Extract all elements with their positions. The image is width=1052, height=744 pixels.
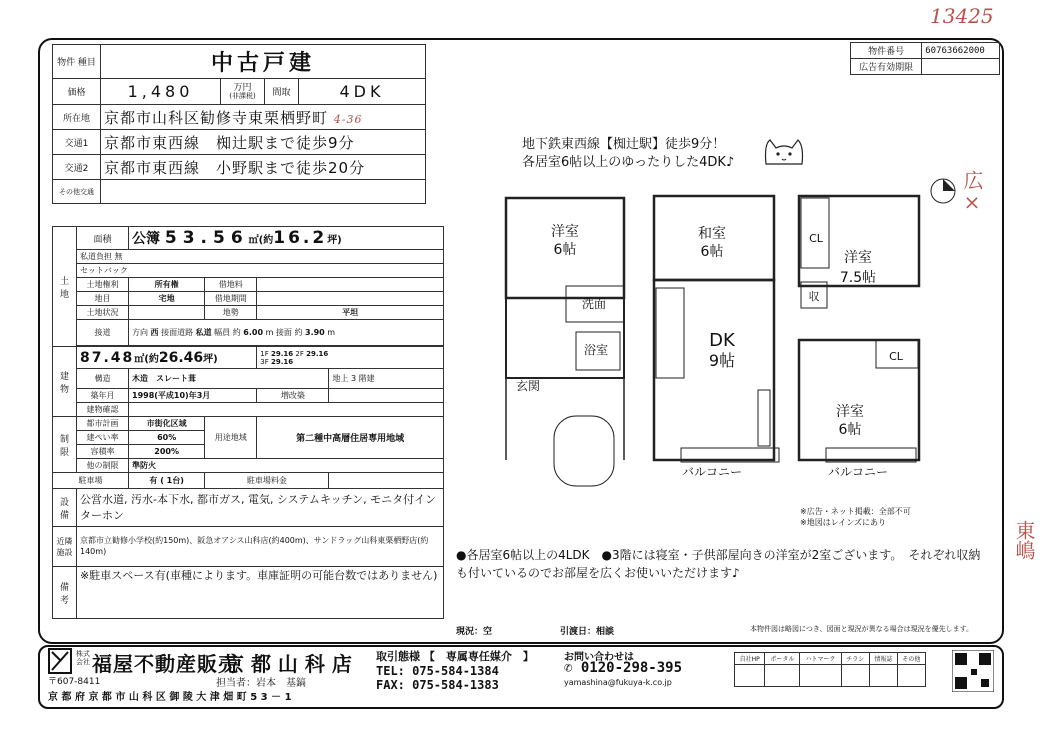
far-label: 容積率 xyxy=(77,445,129,459)
qr-code-icon[interactable] xyxy=(952,650,994,692)
media-table xyxy=(734,652,926,687)
built-value: 1998(平成10)年3月 xyxy=(129,389,257,403)
land-section: 土地 xyxy=(53,227,77,347)
remarks-label: 備考 xyxy=(53,567,77,619)
other-restrict-label: 他の制限 xyxy=(77,459,129,473)
note-1: ※広告・ネット掲載：全部不可 xyxy=(800,507,911,516)
traffic-other-label: その他交通 xyxy=(53,180,101,204)
price-label: 価格 xyxy=(53,79,101,105)
traffic2-label: 交通2 xyxy=(53,155,101,180)
land-status-label: 土地状況 xyxy=(77,306,129,320)
catch-copy xyxy=(522,136,734,172)
deal-value: 【 専属専任媒介 】 xyxy=(423,650,534,663)
road-direction: 西 xyxy=(150,328,159,337)
land-tsubo-unit: 坪) xyxy=(327,235,342,246)
company-name: 福屋不動産販売 xyxy=(92,652,239,676)
use-value: 第二種中高層住居専用地域 xyxy=(257,417,444,459)
bcr-value: 60% xyxy=(129,431,205,445)
storage-label: 収 xyxy=(808,290,820,303)
address-handwritten: 4-36 xyxy=(333,112,363,126)
closet-a-label: CL xyxy=(809,232,823,245)
company-type: 株式 会社 xyxy=(76,650,90,666)
north-arrow-icon xyxy=(928,176,958,206)
disclaimer: 本物件図は略図につき、図面と現況が異なる場合は現況を優先します。 xyxy=(750,625,974,633)
road-kind: 私道 xyxy=(195,328,212,337)
extension-label: 増改築 xyxy=(257,389,329,403)
parking-label: 駐車場 xyxy=(53,473,129,489)
private-road-value: 無 xyxy=(114,252,123,261)
floor2-area: 29.16 xyxy=(306,349,329,358)
parking-value: 有 xyxy=(149,476,158,485)
note-2: ※地図はレインズにあり xyxy=(800,518,887,527)
property-no-table xyxy=(850,42,1000,75)
land-area-label: 面積 xyxy=(77,227,129,250)
header-table xyxy=(52,44,426,204)
catch-line2: 各居室6帖以上のゆったりした4DK♪ xyxy=(522,155,735,170)
person-name: 岩本 基鎬 xyxy=(256,678,306,689)
dk-size: 9帖 xyxy=(708,351,736,370)
property-no-label: 物件番号 xyxy=(851,43,922,59)
chimoku-label: 地目 xyxy=(77,292,129,306)
bcr-label: 建ぺい率 xyxy=(77,431,129,445)
person-label: 担当者： xyxy=(216,678,256,689)
other-restrict-value: 準防火 xyxy=(129,459,444,473)
company-branch: 京 都 山 科 店 xyxy=(224,652,352,676)
bath-label: 浴室 xyxy=(583,343,609,357)
traffic1-value: 京都市東西線 椥辻駅まで徒歩9分 xyxy=(101,130,426,155)
pr-text: ●各居室6帖以上の4LDK ●3階には寝室・子供部屋向きの洋室が2室ございます。 それぞれ収納も付いているのでお部屋を広くお使いいただけます♪ xyxy=(456,548,981,580)
confirm-label: 建物確認 xyxy=(77,403,129,417)
far-value: 200% xyxy=(129,445,205,459)
use-label: 用途地域 xyxy=(205,417,257,459)
address-label: 所在地 xyxy=(53,105,101,130)
address-value: 京都市山科区勧修寺東栗栖野町 xyxy=(104,108,329,127)
handwritten-ok: 広× xyxy=(960,170,984,214)
building-tsubo: 26.46 xyxy=(158,349,204,366)
city-plan-value: 市街化区域 xyxy=(129,417,205,431)
f2-wa-label: 和室 xyxy=(698,226,726,242)
floor3-area: 29.16 xyxy=(271,357,294,366)
road-label: 接道 xyxy=(77,320,129,346)
floor1-area: 29.16 xyxy=(271,349,294,358)
parking-count: ( 1台) xyxy=(160,476,184,485)
setback-label: セットバック xyxy=(77,264,444,278)
structure-value: 木造 スレート葺 xyxy=(129,369,329,389)
catch-line1: 地下鉄東西線【椥辻駅】徒歩9分！ xyxy=(522,137,726,152)
email[interactable]: yamashina@fukuya-k.co.jp xyxy=(564,678,672,687)
deal-label: 取引態様 xyxy=(376,650,420,663)
road-width: 6.00 xyxy=(243,328,264,337)
closet-b-label: CL xyxy=(889,350,903,363)
company-address: 京 都 府 京 都 市 山 科 区 御 陵 大 津 畑 町 5 3 － 1 xyxy=(48,692,292,703)
dk-label: DK xyxy=(709,330,735,351)
media-cell: チラシ xyxy=(841,653,869,665)
wash-label: 洗面 xyxy=(581,297,607,311)
price-value: 1,480 xyxy=(101,79,221,105)
lease-period-label: 借地期間 xyxy=(205,292,257,306)
traffic1-label: 交通1 xyxy=(53,130,101,155)
chimoku-value: 宅地 xyxy=(129,292,205,306)
phone-icon: ✆ xyxy=(564,660,573,676)
land-area-unit: ㎡(約 xyxy=(248,235,274,246)
media-cell: 情報誌 xyxy=(869,653,897,665)
parking-fee-label: 駐車場料金 xyxy=(205,473,329,489)
f3-balcony-label: バルコニー xyxy=(827,465,889,479)
facilities-label: 設備 xyxy=(53,489,77,527)
building-area: 87.48 xyxy=(80,349,135,366)
lease-label: 借地料 xyxy=(205,278,257,292)
facilities-value: 公営水道, 汚水-本下水, 都市ガス, 電気, システムキッチン, モニタ付インターホン xyxy=(77,489,444,527)
company-logo-icon xyxy=(48,648,72,674)
free-dial[interactable]: 0120-298-395 xyxy=(580,660,683,676)
f3-a-size: 7.5帖 xyxy=(839,270,877,286)
rights-label: 土地権利 xyxy=(77,278,129,292)
contact-label: お問い合わせは xyxy=(564,652,634,663)
remarks-value: ※駐車スペース有(車種によります。車庫証明の可能台数ではありません) xyxy=(77,567,444,619)
price-unit: 万円 xyxy=(233,82,252,93)
private-road-label: 私道負担 xyxy=(80,252,112,261)
structure-label: 構造 xyxy=(77,369,129,389)
company-postal: 〒607-8411 xyxy=(48,677,101,687)
land-area: 53.56 xyxy=(164,228,249,248)
f3-a-label: 洋室 xyxy=(844,250,872,266)
media-cell: ハトマーク xyxy=(800,653,841,665)
land-area-type: 公簿 xyxy=(132,231,160,247)
rights-value: 所有権 xyxy=(129,278,205,292)
ad-valid-label: 広告有効期限 xyxy=(851,59,922,75)
terrain-label: 地勢 xyxy=(205,306,257,320)
f1-room-label: 洋室 xyxy=(551,224,579,240)
cat-icon xyxy=(760,134,808,170)
traffic2-value: 京都市東西線 小野駅まで徒歩20分 xyxy=(101,155,426,180)
restrict-section: 制限 xyxy=(53,417,77,473)
media-cell: 自社HP xyxy=(735,653,765,665)
notes xyxy=(800,506,911,528)
f2-balcony-label: バルコニー xyxy=(681,465,743,479)
floor-plan xyxy=(496,190,926,500)
city-plan-label: 都市計画 xyxy=(77,417,129,431)
property-kind: 中古戸建 xyxy=(101,45,426,79)
f3-b-size: 6帖 xyxy=(838,422,862,438)
layout-label: 間取 xyxy=(265,79,299,105)
terrain-value: 平坦 xyxy=(257,306,444,320)
built-label: 築年月 xyxy=(77,389,129,403)
f3-b-label: 洋室 xyxy=(836,404,864,420)
current-status: 現況：空 xyxy=(456,627,493,637)
detail-table: 土地 面積 公簿 53.56㎡(約16.2坪) 私道負担 無 セットバック 土地権利 所有権 借地料 地目 宅地 借地期間 土地状況 地勢 平坦 接道 方向 西 接面道路 私道 幅員 約 6.00 m 接面 約 3.90 m 建物 87.48㎡(約26.46坪) 1F 29.16 2F 29.16 3F 29.16 構造 木造 スレート葺 地上 3 階建 築年月 1998(平成10)年3月 増改築 建物確認 制限 都市計画 市街化区域 用途地域 第二種中高層住居専用地域 建ぺい率 60% 容積率 200% 他の制限 準防火 駐車場 有 ( 1台) 駐車場料金 設備 公営水道, 汚水-本下水, 都市ガス, 電気, システムキッチン, モニタ付インターホン 近隣施設 京都市立勧修小学校(約150m)、阪急オアシス山科店(約400m)、サンドラッグ山科東栗栖野店(約140m) 備考 ※駐車スペース有(車種によります。車庫証明の可能台数ではありません) xyxy=(52,226,444,619)
road-contact: 3.90 xyxy=(305,328,325,337)
stamp-number: 13425 xyxy=(930,4,994,28)
fax: FAX: 075-584-1383 xyxy=(376,678,499,692)
floors-value: 地上 3 階建 xyxy=(329,369,444,389)
media-cell: その他 xyxy=(897,653,925,665)
handwritten-signature: 東嶋 xyxy=(1012,520,1036,560)
property-no-value: 60763662000 xyxy=(922,43,1000,59)
tel[interactable]: TEL: 075-584-1384 xyxy=(376,664,499,678)
layout-value: 4DK xyxy=(299,79,426,105)
entry-label: 玄関 xyxy=(515,379,541,393)
land-tsubo: 16.2 xyxy=(273,228,328,248)
f1-room-size: 6帖 xyxy=(553,242,577,258)
nearby-label: 近隣施設 xyxy=(53,527,77,567)
delivery-date: 引渡日：相談 xyxy=(560,627,615,637)
price-tax: (非課税) xyxy=(229,91,256,100)
kind-label: 物件 種目 xyxy=(53,45,101,79)
nearby-value: 京都市立勧修小学校(約150m)、阪急オアシス山科店(約400m)、サンドラッグ山科東栗栖野店(約140m) xyxy=(77,527,444,567)
media-cell: ポータル xyxy=(765,653,800,665)
f2-wa-size: 6帖 xyxy=(700,244,724,260)
building-section: 建物 xyxy=(53,347,77,417)
